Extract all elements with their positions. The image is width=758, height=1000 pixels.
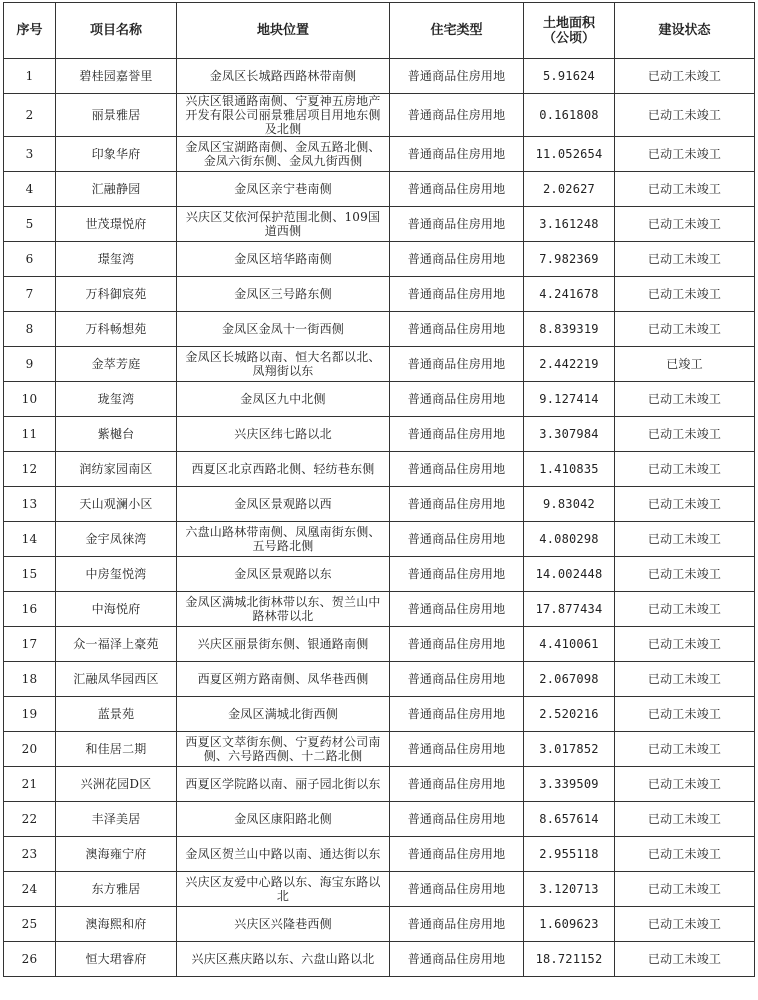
cell-housing-type: 普通商品住房用地	[390, 94, 524, 137]
cell-location: 西夏区学院路以南、丽子园北街以东	[177, 767, 390, 802]
table-row	[4, 557, 755, 592]
cell-land-area: 2.442219	[524, 347, 615, 382]
cell-land-area: 8.839319	[524, 312, 615, 347]
cell-no: 20	[4, 732, 56, 767]
cell-no: 14	[4, 522, 56, 557]
cell-status: 已动工未竣工	[615, 942, 755, 977]
cell-location: 金凤区九中北侧	[177, 382, 390, 417]
cell-project-name: 珑玺湾	[56, 382, 177, 417]
table-row	[4, 487, 755, 522]
header-row	[4, 3, 755, 59]
cell-no: 25	[4, 907, 56, 942]
cell-location: 西夏区北京西路北侧、轻纺巷东侧	[177, 452, 390, 487]
cell-location: 西夏区朔方路南侧、凤华巷西侧	[177, 662, 390, 697]
table-row	[4, 452, 755, 487]
cell-land-area: 1.410835	[524, 452, 615, 487]
cell-land-area: 2.955118	[524, 837, 615, 872]
cell-no: 15	[4, 557, 56, 592]
cell-no: 23	[4, 837, 56, 872]
cell-no: 26	[4, 942, 56, 977]
cell-status: 已动工未竣工	[615, 522, 755, 557]
table-row	[4, 347, 755, 382]
cell-status: 已动工未竣工	[615, 94, 755, 137]
cell-project-name: 碧桂园嘉誉里	[56, 59, 177, 94]
cell-housing-type: 普通商品住房用地	[390, 242, 524, 277]
cell-housing-type: 普通商品住房用地	[390, 452, 524, 487]
table-row	[4, 382, 755, 417]
cell-housing-type: 普通商品住房用地	[390, 837, 524, 872]
cell-housing-type: 普通商品住房用地	[390, 697, 524, 732]
table-row	[4, 137, 755, 172]
table-row	[4, 277, 755, 312]
cell-status: 已动工未竣工	[615, 172, 755, 207]
cell-housing-type: 普通商品住房用地	[390, 592, 524, 627]
table-row	[4, 417, 755, 452]
cell-project-name: 天山观澜小区	[56, 487, 177, 522]
table-row	[4, 872, 755, 907]
cell-no: 1	[4, 59, 56, 94]
cell-housing-type: 普通商品住房用地	[390, 172, 524, 207]
cell-location: 金凤区贺兰山中路以南、通达街以东	[177, 837, 390, 872]
cell-location: 兴庆区兴隆巷西侧	[177, 907, 390, 942]
cell-land-area: 3.339509	[524, 767, 615, 802]
cell-no: 4	[4, 172, 56, 207]
cell-status: 已动工未竣工	[615, 662, 755, 697]
table-row	[4, 242, 755, 277]
cell-housing-type: 普通商品住房用地	[390, 522, 524, 557]
cell-location: 兴庆区纬七路以北	[177, 417, 390, 452]
table-row	[4, 802, 755, 837]
cell-project-name: 印象华府	[56, 137, 177, 172]
cell-project-name: 润纺家园南区	[56, 452, 177, 487]
cell-status: 已动工未竣工	[615, 452, 755, 487]
header-area-unit: （公顷）	[542, 30, 595, 46]
cell-status: 已动工未竣工	[615, 732, 755, 767]
cell-land-area: 3.017852	[524, 732, 615, 767]
table-row	[4, 59, 755, 94]
cell-location: 金凤区满城北街林带以东、贺兰山中路林带以北	[177, 592, 390, 627]
cell-no: 18	[4, 662, 56, 697]
cell-housing-type: 普通商品住房用地	[390, 802, 524, 837]
cell-no: 21	[4, 767, 56, 802]
cell-land-area: 7.982369	[524, 242, 615, 277]
cell-land-area: 5.91624	[524, 59, 615, 94]
cell-project-name: 汇融凤华园西区	[56, 662, 177, 697]
cell-no: 13	[4, 487, 56, 522]
cell-housing-type: 普通商品住房用地	[390, 487, 524, 522]
cell-no: 16	[4, 592, 56, 627]
cell-project-name: 丽景雅居	[56, 94, 177, 137]
header-area	[524, 3, 615, 59]
cell-land-area: 9.127414	[524, 382, 615, 417]
cell-status: 已动工未竣工	[615, 837, 755, 872]
header-location: 地块位置	[177, 3, 390, 59]
cell-land-area: 14.002448	[524, 557, 615, 592]
cell-housing-type: 普通商品住房用地	[390, 59, 524, 94]
cell-location: 金凤区金凤十一街西侧	[177, 312, 390, 347]
cell-land-area: 8.657614	[524, 802, 615, 837]
cell-location: 金凤区宝湖路南侧、金凤五路北侧、金凤六街东侧、金凤九街西侧	[177, 137, 390, 172]
cell-housing-type: 普通商品住房用地	[390, 942, 524, 977]
cell-location: 金凤区景观路以东	[177, 557, 390, 592]
cell-land-area: 0.161808	[524, 94, 615, 137]
cell-no: 12	[4, 452, 56, 487]
cell-housing-type: 普通商品住房用地	[390, 382, 524, 417]
table-body	[4, 59, 755, 977]
table-row	[4, 592, 755, 627]
cell-project-name: 中房玺悦湾	[56, 557, 177, 592]
cell-land-area: 4.410061	[524, 627, 615, 662]
cell-status: 已动工未竣工	[615, 767, 755, 802]
cell-land-area: 17.877434	[524, 592, 615, 627]
cell-project-name: 和佳居二期	[56, 732, 177, 767]
cell-location: 金凤区三号路东侧	[177, 277, 390, 312]
cell-housing-type: 普通商品住房用地	[390, 627, 524, 662]
cell-status: 已动工未竣工	[615, 802, 755, 837]
cell-housing-type: 普通商品住房用地	[390, 662, 524, 697]
cell-land-area: 2.067098	[524, 662, 615, 697]
header-area-title: 土地面积	[542, 15, 595, 31]
table-row	[4, 172, 755, 207]
cell-land-area: 9.83042	[524, 487, 615, 522]
table-row	[4, 907, 755, 942]
cell-status: 已动工未竣工	[615, 382, 755, 417]
cell-location: 金凤区培华路南侧	[177, 242, 390, 277]
table-header	[4, 3, 755, 59]
cell-location: 兴庆区友爱中心路以东、海宝东路以北	[177, 872, 390, 907]
cell-status: 已动工未竣工	[615, 592, 755, 627]
cell-location: 兴庆区银通路南侧、宁夏神五房地产开发有限公司丽景雅居项目用地东侧及北侧	[177, 94, 390, 137]
cell-no: 19	[4, 697, 56, 732]
cell-housing-type: 普通商品住房用地	[390, 767, 524, 802]
cell-project-name: 中海悦府	[56, 592, 177, 627]
cell-land-area: 2.02627	[524, 172, 615, 207]
cell-status: 已动工未竣工	[615, 417, 755, 452]
cell-project-name: 丰泽美居	[56, 802, 177, 837]
cell-project-name: 蓝景苑	[56, 697, 177, 732]
cell-no: 6	[4, 242, 56, 277]
cell-housing-type: 普通商品住房用地	[390, 207, 524, 242]
cell-land-area: 2.520216	[524, 697, 615, 732]
cell-land-area: 4.241678	[524, 277, 615, 312]
cell-housing-type: 普通商品住房用地	[390, 137, 524, 172]
cell-status: 已动工未竣工	[615, 242, 755, 277]
cell-location: 兴庆区燕庆路以东、六盘山路以北	[177, 942, 390, 977]
table-row	[4, 522, 755, 557]
cell-project-name: 澳海熙和府	[56, 907, 177, 942]
cell-no: 22	[4, 802, 56, 837]
cell-project-name: 万科御宸苑	[56, 277, 177, 312]
cell-land-area: 11.052654	[524, 137, 615, 172]
cell-project-name: 金宇凤徕湾	[56, 522, 177, 557]
cell-no: 8	[4, 312, 56, 347]
cell-project-name: 兴洲花园D区	[56, 767, 177, 802]
cell-status: 已竣工	[615, 347, 755, 382]
table-row	[4, 942, 755, 977]
cell-land-area: 18.721152	[524, 942, 615, 977]
cell-status: 已动工未竣工	[615, 59, 755, 94]
cell-housing-type: 普通商品住房用地	[390, 557, 524, 592]
cell-project-name: 万科畅想苑	[56, 312, 177, 347]
cell-no: 11	[4, 417, 56, 452]
cell-no: 17	[4, 627, 56, 662]
table-row	[4, 94, 755, 137]
cell-housing-type: 普通商品住房用地	[390, 277, 524, 312]
table-row	[4, 312, 755, 347]
cell-status: 已动工未竣工	[615, 312, 755, 347]
cell-housing-type: 普通商品住房用地	[390, 347, 524, 382]
cell-status: 已动工未竣工	[615, 137, 755, 172]
cell-no: 2	[4, 94, 56, 137]
cell-no: 5	[4, 207, 56, 242]
table-row	[4, 697, 755, 732]
cell-housing-type: 普通商品住房用地	[390, 872, 524, 907]
cell-land-area: 1.609623	[524, 907, 615, 942]
cell-status: 已动工未竣工	[615, 207, 755, 242]
cell-location: 金凤区长城路西路林带南侧	[177, 59, 390, 94]
cell-status: 已动工未竣工	[615, 872, 755, 907]
cell-project-name: 众一福泽上豪苑	[56, 627, 177, 662]
cell-project-name: 紫樾台	[56, 417, 177, 452]
cell-land-area: 3.120713	[524, 872, 615, 907]
cell-project-name: 东方雅居	[56, 872, 177, 907]
cell-housing-type: 普通商品住房用地	[390, 732, 524, 767]
cell-no: 10	[4, 382, 56, 417]
cell-housing-type: 普通商品住房用地	[390, 907, 524, 942]
table-row	[4, 662, 755, 697]
cell-status: 已动工未竣工	[615, 557, 755, 592]
cell-housing-type: 普通商品住房用地	[390, 312, 524, 347]
header-name: 项目名称	[56, 3, 177, 59]
cell-location: 金凤区满城北街西侧	[177, 697, 390, 732]
cell-location: 兴庆区丽景街东侧、银通路南侧	[177, 627, 390, 662]
cell-status: 已动工未竣工	[615, 697, 755, 732]
cell-project-name: 汇融静园	[56, 172, 177, 207]
cell-status: 已动工未竣工	[615, 487, 755, 522]
cell-location: 六盘山路林带南侧、凤凰南街东侧、五号路北侧	[177, 522, 390, 557]
land-project-table	[3, 2, 755, 977]
cell-location: 金凤区亲宁巷南侧	[177, 172, 390, 207]
table-row	[4, 767, 755, 802]
cell-land-area: 3.307984	[524, 417, 615, 452]
cell-project-name: 恒大珺睿府	[56, 942, 177, 977]
cell-project-name: 世茂璟悦府	[56, 207, 177, 242]
cell-status: 已动工未竣工	[615, 277, 755, 312]
cell-location: 兴庆区艾依河保护范围北侧、109国道西侧	[177, 207, 390, 242]
header-status: 建设状态	[615, 3, 755, 59]
cell-project-name: 璟玺湾	[56, 242, 177, 277]
table-row	[4, 627, 755, 662]
cell-location: 金凤区长城路以南、恒大名都以北、凤翔街以东	[177, 347, 390, 382]
cell-no: 9	[4, 347, 56, 382]
cell-no: 24	[4, 872, 56, 907]
cell-project-name: 澳海雍宁府	[56, 837, 177, 872]
cell-location: 金凤区康阳路北侧	[177, 802, 390, 837]
cell-land-area: 4.080298	[524, 522, 615, 557]
cell-location: 金凤区景观路以西	[177, 487, 390, 522]
cell-project-name: 金萃芳庭	[56, 347, 177, 382]
cell-no: 7	[4, 277, 56, 312]
cell-location: 西夏区文萃街东侧、宁夏药材公司南侧、六号路西侧、十二路北侧	[177, 732, 390, 767]
cell-status: 已动工未竣工	[615, 627, 755, 662]
table-row	[4, 207, 755, 242]
header-no: 序号	[4, 3, 56, 59]
cell-status: 已动工未竣工	[615, 907, 755, 942]
cell-no: 3	[4, 137, 56, 172]
table-row	[4, 837, 755, 872]
cell-land-area: 3.161248	[524, 207, 615, 242]
cell-housing-type: 普通商品住房用地	[390, 417, 524, 452]
table-row	[4, 732, 755, 767]
header-type: 住宅类型	[390, 3, 524, 59]
